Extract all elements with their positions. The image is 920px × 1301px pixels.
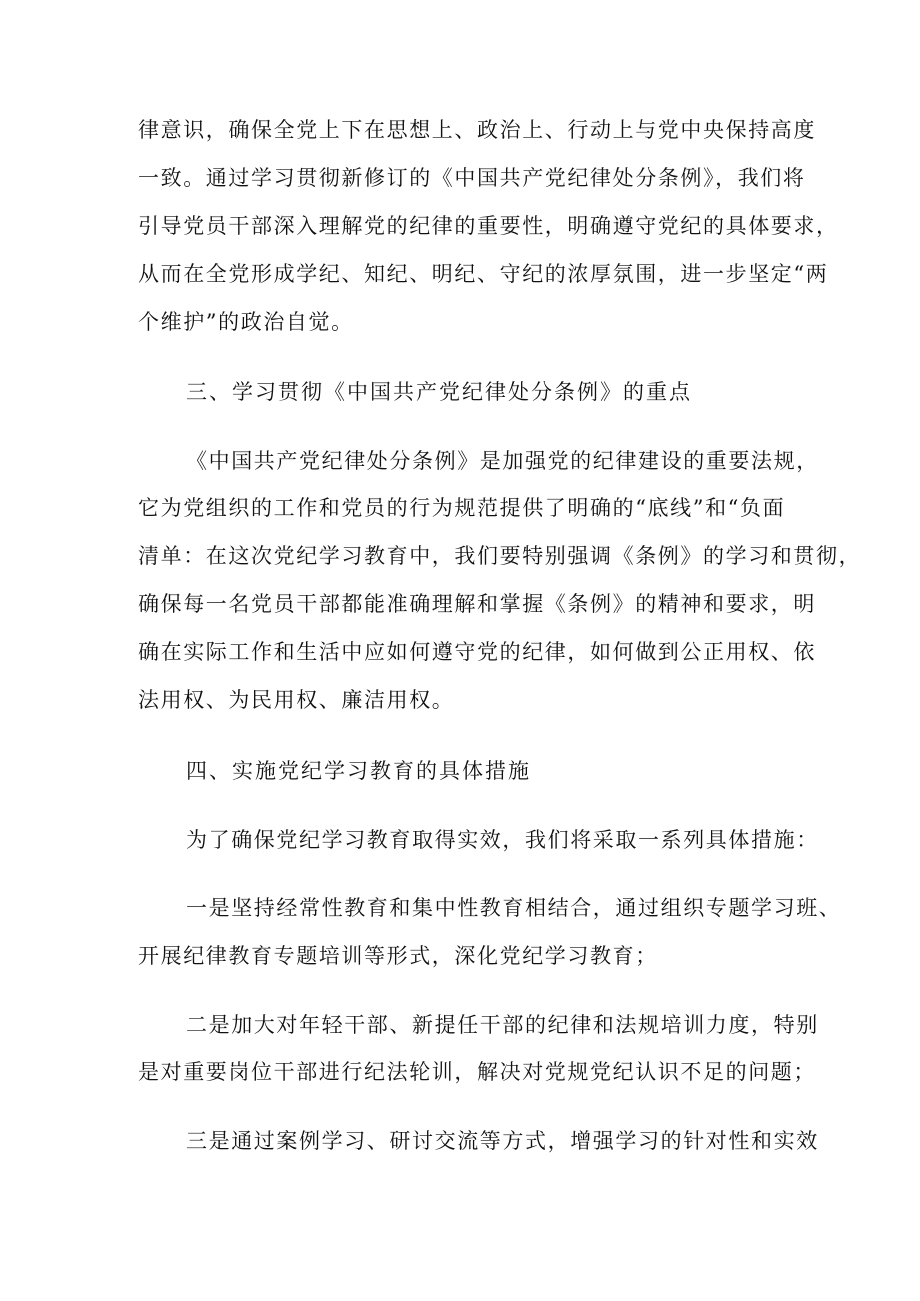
paragraph-line: 它为党组织的工作和党员的行为规范提供了明确的“底线”和“负面 (138, 496, 786, 520)
paragraph-line: 三是通过案例学习、研讨交流等方式，增强学习的针对性和实效 (186, 1129, 819, 1153)
paragraph-line: 一致。通过学习贯彻新修订的《中国共产党纪律处分条例》，我们将 (138, 166, 806, 190)
paragraph-line: 《中国共产党纪律处分条例》是加强党的纪律建设的重要法规， (186, 449, 819, 473)
paragraph-line: 一是坚持经常性教育和集中性教育相结合，通过组织专题学习班、 (186, 896, 842, 920)
section-heading-3: 三、学习贯彻《中国共产党纪律处分条例》的重点 (186, 380, 692, 404)
paragraph-line: 确保每一名党员干部都能准确理解和掌握《条例》的精神和要求，明 (138, 592, 816, 616)
paragraph-line: 为了确保党纪学习教育取得实效，我们将采取一系列具体措施： (186, 828, 819, 852)
paragraph-line: 律意识，确保全党上下在思想上、政治上、行动上与党中央保持高度 (138, 118, 816, 142)
section-heading-4: 四、实施党纪学习教育的具体措施 (186, 759, 531, 783)
paragraph-line: 开展纪律教育专题培训等形式，深化党纪学习教育； (138, 944, 658, 968)
paragraph-line: 是对重要岗位干部进行纪法轮训，解决对党规党纪认识不足的问题； (138, 1060, 816, 1084)
paragraph-line: 引导党员干部深入理解党的纪律的重要性，明确遵守党纪的具体要求， (138, 214, 839, 238)
paragraph-line: 个维护”的政治自觉。 (138, 310, 354, 334)
paragraph-line: 从而在全党形成学纪、知纪、明纪、守纪的浓厚氛围，进一步坚定“两 (138, 262, 829, 286)
paragraph-line: 清单：在这次党纪学习教育中，我们要特别强调《条例》的学习和贯彻， (138, 544, 862, 568)
paragraph-line: 法用权、为民用权、廉洁用权。 (138, 688, 455, 712)
paragraph-line: 确在实际工作和生活中应如何遵守党的纪律，如何做到公正用权、依 (138, 640, 816, 664)
paragraph-line: 二是加大对年轻干部、新提任干部的纪律和法规培训力度，特别 (186, 1013, 819, 1037)
